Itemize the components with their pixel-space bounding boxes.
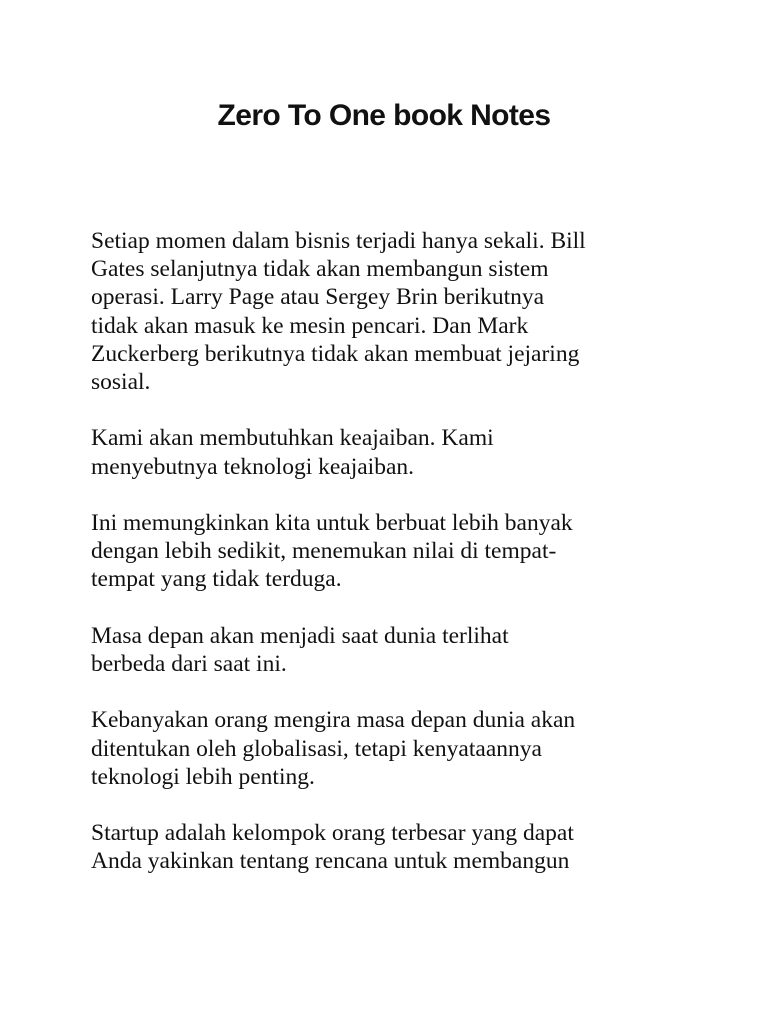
- text-line: Zuckerberg berikutnya tidak akan membuat jejaring: [91, 340, 580, 367]
- text-line: tidak akan masuk ke mesin pencari. Dan Mark: [91, 312, 529, 339]
- text-line: Gates selanjutnya tidak akan membangun sistem: [91, 256, 549, 283]
- text-line: Kebanyakan orang mengira masa depan dunia akan: [91, 707, 576, 734]
- text-line: ditentukan oleh globalisasi, tetapi kenyataannya: [91, 735, 542, 762]
- text-line: Setiap momen dalam bisnis terjadi hanya sekali. Bill: [91, 228, 586, 254]
- text-line: Kami akan membutuhkan keajaiban. Kami: [91, 425, 494, 452]
- text-line: teknologi lebih penting.: [91, 763, 315, 790]
- text-line: operasi. Larry Page atau Sergey Brin berikutnya: [91, 284, 545, 311]
- text-line: menyebutnya teknologi keajaiban.: [91, 453, 415, 480]
- paragraph-lebih-banyak: [91, 509, 691, 594]
- paragraph-startup: [91, 819, 691, 875]
- document-body: [91, 227, 691, 904]
- paragraph-bill-gates: [91, 227, 691, 396]
- text-line: berbeda dari saat ini.: [91, 651, 287, 677]
- text-line: Anda yakinkan tentang rencana untuk membangun: [91, 848, 570, 875]
- text-line: Masa depan akan menjadi saat dunia terlihat: [91, 622, 509, 649]
- text-line: Startup adalah kelompok orang terbesar yang dapat: [91, 820, 574, 847]
- page-title: Zero To One book Notes: [217, 99, 551, 132]
- text-line: dengan lebih sedikit, menemukan nilai di tempat-: [91, 538, 557, 565]
- paragraph-masa-depan: [91, 622, 691, 678]
- text-line: Ini memungkinkan kita untuk berbuat lebih banyak: [91, 510, 573, 536]
- text-line: tempat yang tidak terduga.: [91, 566, 342, 593]
- paragraph-keajaiban: [91, 424, 691, 480]
- text-line: sosial.: [91, 369, 151, 396]
- paragraph-globalisasi: [91, 706, 691, 791]
